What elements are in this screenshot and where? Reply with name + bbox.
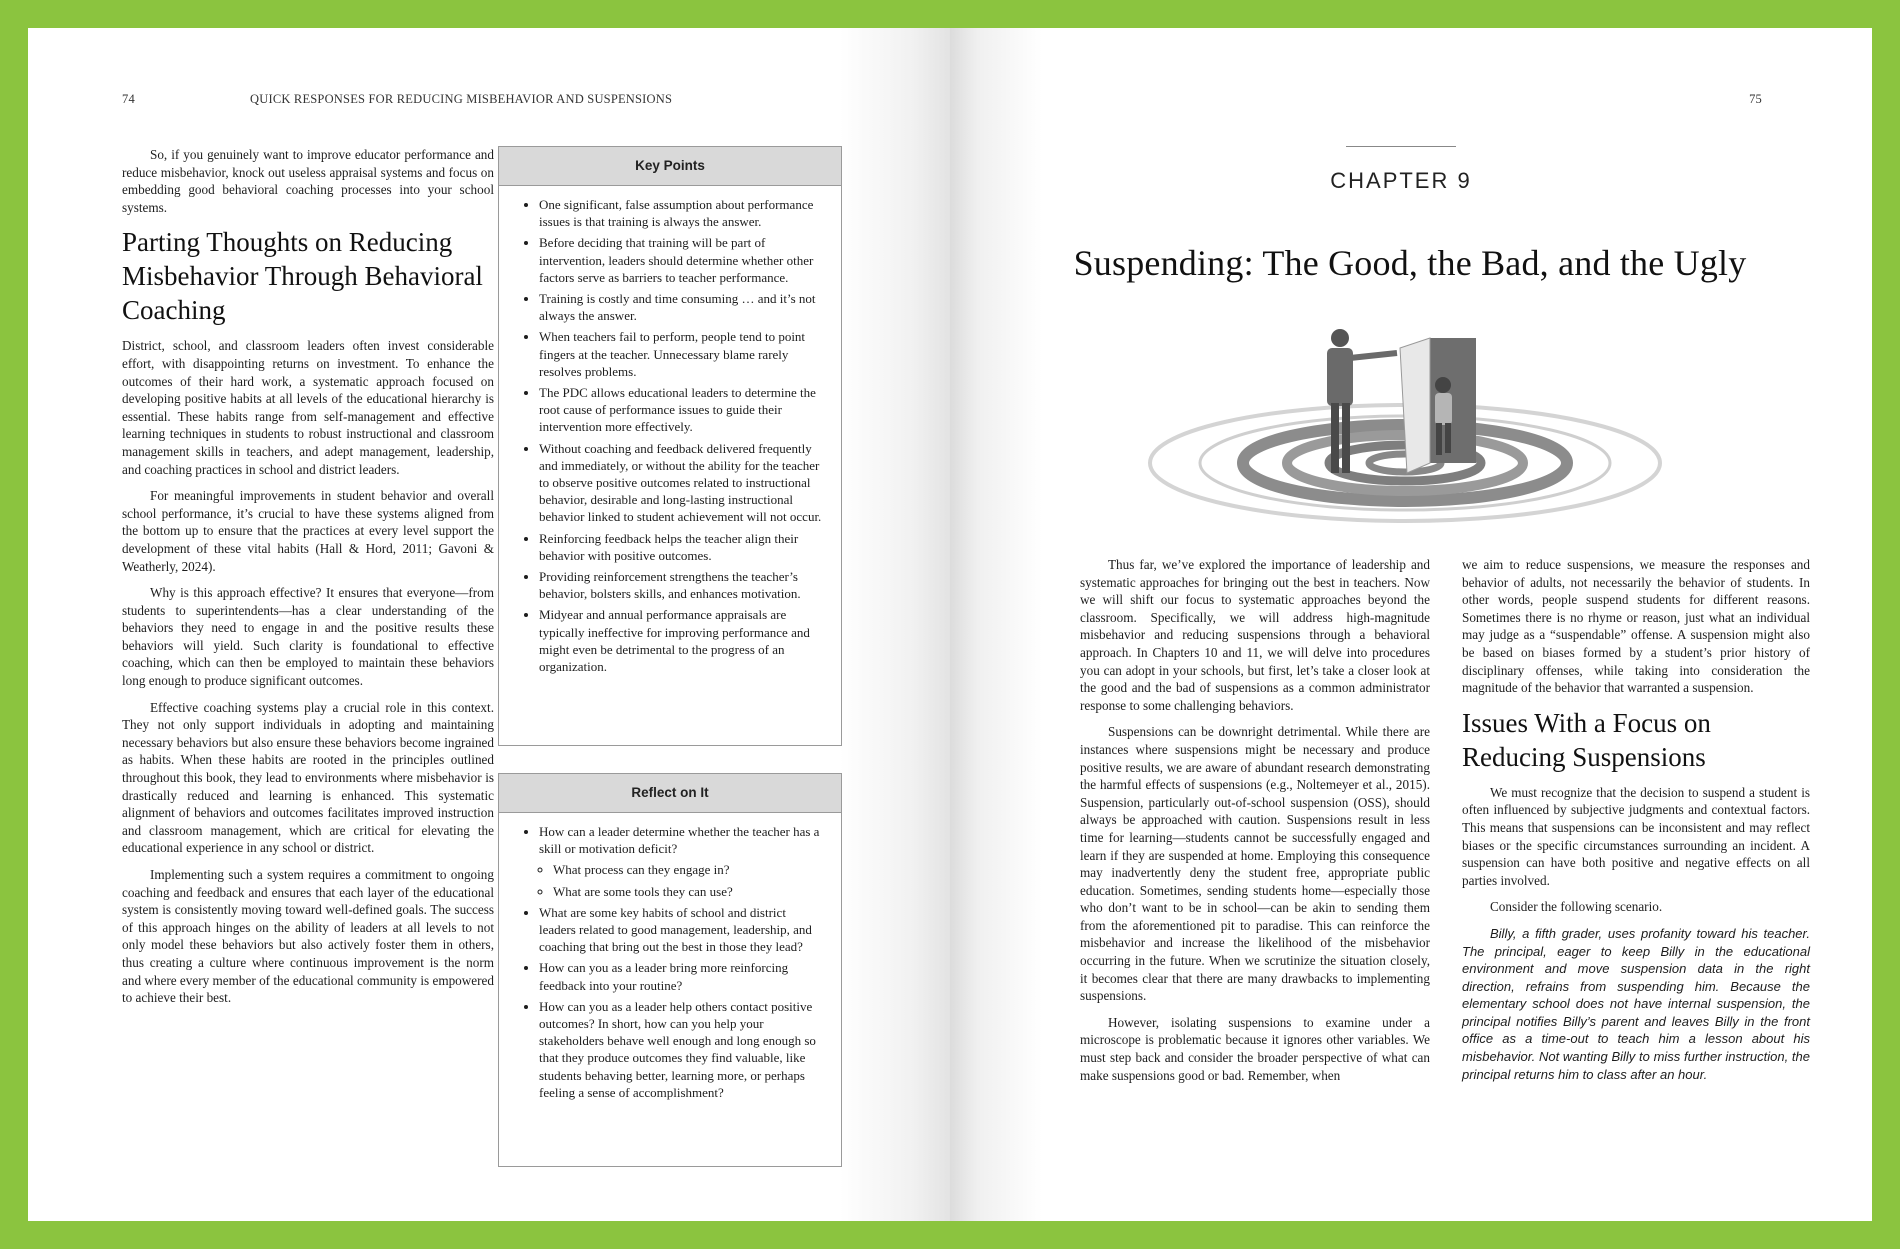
reflect-item: [539, 823, 823, 900]
right-column-1: [1080, 556, 1430, 1093]
book-spread: [28, 28, 1872, 1221]
key-point-item: • Without coaching and feedback delivered frequently and immediately, or without the ability for the teacher to observe positive outcomes related to instructional behavior, desirable and long-lasting instructional behavior linked to student achievement will not occur.: [539, 440, 823, 526]
left-page: [28, 28, 950, 1221]
body-paragraph: Suspensions can be downright detrimental. While there are instances where suspensions might be necessary and produce positive results, we are aware of abundant research demonstrating the harmful effects of suspensions (e.g., Noltemeyer et al., 2015). Suspension, particularly out-of-school suspension (OSS), should always be approached with caution. Suspensions result in less time for learning—students cannot be successfully engaged and learn if they are suspended at home. Employing this consequence may inadvertently deny the student free, appropriate public education. Sometimes, sending students home—especially those who don’t want to be in school—can be akin to sending them from the aforementioned pit to paradise. This can reinforce the misbehavior and increase the likelihood of the misbehavior occurring in the future. When we scrutinize the situation closely, it becomes clear that there are many drawbacks to implementing suspensions.: [1080, 724, 1430, 1004]
reflect-item: • What are some key habits of school and district leaders related to good management, leadership, and coaching that bring out the best in those they lead?: [539, 904, 823, 956]
key-point-item: • Midyear and annual performance appraisals are typically ineffective for improving performance and might even be detrimental to the progress of an organization.: [539, 606, 823, 675]
body-paragraph: We must recognize that the decision to suspend a student is often influenced by subjective judgments and contextual factors. This means that suspensions can be inconsistent and may reflect biases or the specific circumstances surrounding an incident. A suspension can have both positive and negative effects on all parties involved.: [1462, 784, 1810, 888]
body-paragraph: Effective coaching systems play a crucial role in this context. They not only support individuals in adopting and maintaining necessary behaviors but also ensure these behaviors become ingrained as habits. When these habits are rooted in the principles outlined throughout this book, they lead to environments where misbehavior is drastically reduced and learning is enhanced. This systematic alignment of behaviors and outcomes facilitates improved instruction and classroom management, which are critical for elevating the educational experience in any school or district.: [122, 699, 494, 856]
scenario-lead: Consider the following scenario.: [1490, 899, 1663, 915]
section-heading: Parting Thoughts on Reducing Misbehavior Through Behavioral Coaching: [122, 227, 483, 326]
key-point-item: • Before deciding that training will be part of intervention, leaders should determine whether other factors serve as barriers to teacher performance.: [539, 234, 823, 286]
chapter-title: Suspending: The Good, the Bad, and the Ugly: [1073, 243, 1747, 283]
chapter-rule: [1346, 146, 1456, 147]
running-head: QUICK RESPONSES FOR REDUCING MISBEHAVIOR AND SUSPENSIONS: [250, 92, 673, 106]
reflect-list: [517, 823, 823, 1101]
page-number-left: 74: [122, 92, 135, 106]
left-text-column: [122, 146, 494, 1016]
key-points-title: Key Points: [499, 147, 841, 186]
right-column-2: [1462, 556, 1810, 1092]
reflect-subitem: ◦ What are some tools they can use?: [553, 883, 823, 900]
reflect-box: [498, 773, 842, 1167]
right-page: [950, 28, 1872, 1221]
key-point-item: • Training is costly and time consuming … and it’s not always the answer.: [539, 290, 823, 324]
reflect-item: • How can you as a leader help others contact positive outcomes? In short, how can you help your stakeholders behave well enough and long enough so that they produce outcomes they find valuable, like students behaving better, learning more, or perhaps feeling a sense of accomplishment?: [539, 998, 823, 1101]
body-paragraph: For meaningful improvements in student behavior and overall school performance, it’s crucial to have these systems aligned from the bottom up to ensure that the practices at every level support the development of these vital habits (Hall & Hord, 2011; Gavoni & Weatherly, 2024).: [122, 488, 494, 574]
body-paragraph: Implementing such a system requires a commitment to ongoing coaching and feedback and ensures that each layer of the educational system is consistently moving toward well-defined goals. The success of this approach hinges on the ability of leaders at all levels to not only model these behaviors but also actively foster them in others, thus creating a culture where continuous improvement is the norm and where every member of the educational community is empowered to achieve their best.: [122, 867, 494, 1006]
key-point-item: • One significant, false assumption about performance issues is that training is always the answer.: [539, 196, 823, 230]
chapter-illustration: [1145, 313, 1665, 538]
chapter-label: CHAPTER 9: [1330, 168, 1472, 193]
page-number-right: 75: [1749, 92, 1762, 106]
scenario-text: Billy, a fifth grader, uses profanity toward his teacher. The principal, eager to keep Billy in the educational environment and move suspension data in the right direction, refrains from suspending him. Because the elementary school does not have internal suspension, the principal notifies Billy’s parent and leaves Billy in the front office as a time-out to teach him a lesson about his misbehavior. Not wanting Billy to miss further instruction, the principal returns him to class after an hour.: [1462, 925, 1810, 1082]
reflect-question: How can a leader determine whether the teacher has a skill or motivation deficit?: [539, 824, 820, 857]
body-paragraph: we aim to reduce suspensions, we measure the responses and behavior of adults, not necessarily the behavior of students. In other words, people suspend students for different reasons. Sometimes there is no rhyme or reason, just what an individual may judge as a “suspendable” offense. A suspension might also be based on biases formed by a student’s prior history of disciplinary offenses, while taking into consideration the magnitude of the behavior that warranted a suspension.: [1462, 557, 1810, 696]
key-point-item: • Providing reinforcement strengthens the teacher’s behavior, bolsters skills, and enhances motivation.: [539, 568, 823, 602]
reflect-subitem: ◦ What process can they engage in?: [553, 861, 823, 878]
reflect-item: • How can you as a leader bring more reinforcing feedback into your routine?: [539, 959, 823, 993]
body-paragraph: Why is this approach effective? It ensures that everyone—from students to superintendents—has a clear understanding of the behaviors they need to engage in and the positive results these behaviors will yield. Such clarity is foundational to effective coaching, which can then be employed to maintain these behaviors long enough to produce significant outcomes.: [122, 585, 494, 689]
reflect-title: Reflect on It: [499, 774, 841, 813]
key-point-item: • The PDC allows educational leaders to determine the root cause of performance issues to guide their intervention more effectively.: [539, 384, 823, 436]
body-paragraph: District, school, and classroom leaders often invest considerable effort, with disappointing returns on investment. To enhance the outcomes of their hard work, a systematic approach focused on developing positive habits at all levels of the educational hierarchy is essential. These habits range from self-management and effective learning techniques in students to robust instructional and classroom management skills in teachers, and adept management, leadership, and coaching practices in school and district leaders.: [122, 338, 494, 477]
key-point-item: • When teachers fail to perform, people tend to point fingers at the teacher. Unnecessary blame rarely resolves problems.: [539, 328, 823, 380]
body-paragraph: Thus far, we’ve explored the importance of leadership and systematic approaches for bringing out the best in teachers. Now we will shift our focus to systematic approaches beyond the classroom. Specifically, we will address high-magnitude misbehavior and reducing suspensions through a behavioral approach. In Chapters 10 and 11, we will delve into procedures you can adopt in your schools, but first, let’s take a closer look at the good and the bad of suspensions as a common administrator response to some challenging behaviors.: [1080, 557, 1430, 713]
key-points-list: [517, 196, 823, 675]
body-paragraph: However, isolating suspensions to examine under a microscope is problematic because it ignores other variables. We must step back and consider the broader perspective of what can make suspensions good or bad. Remember, when: [1080, 1014, 1430, 1083]
intro-paragraph: So, if you genuinely want to improve educator performance and reduce misbehavior, knock out useless appraisal systems and focus on embedding good behavioral coaching processes into your school systems.: [122, 147, 494, 215]
section-heading-2: Issues With a Focus on Reducing Suspensions: [1462, 707, 1711, 772]
key-points-box: [498, 146, 842, 746]
reflect-sublist: [539, 861, 823, 899]
key-point-item: • Reinforcing feedback helps the teacher align their behavior with positive outcomes.: [539, 530, 823, 564]
